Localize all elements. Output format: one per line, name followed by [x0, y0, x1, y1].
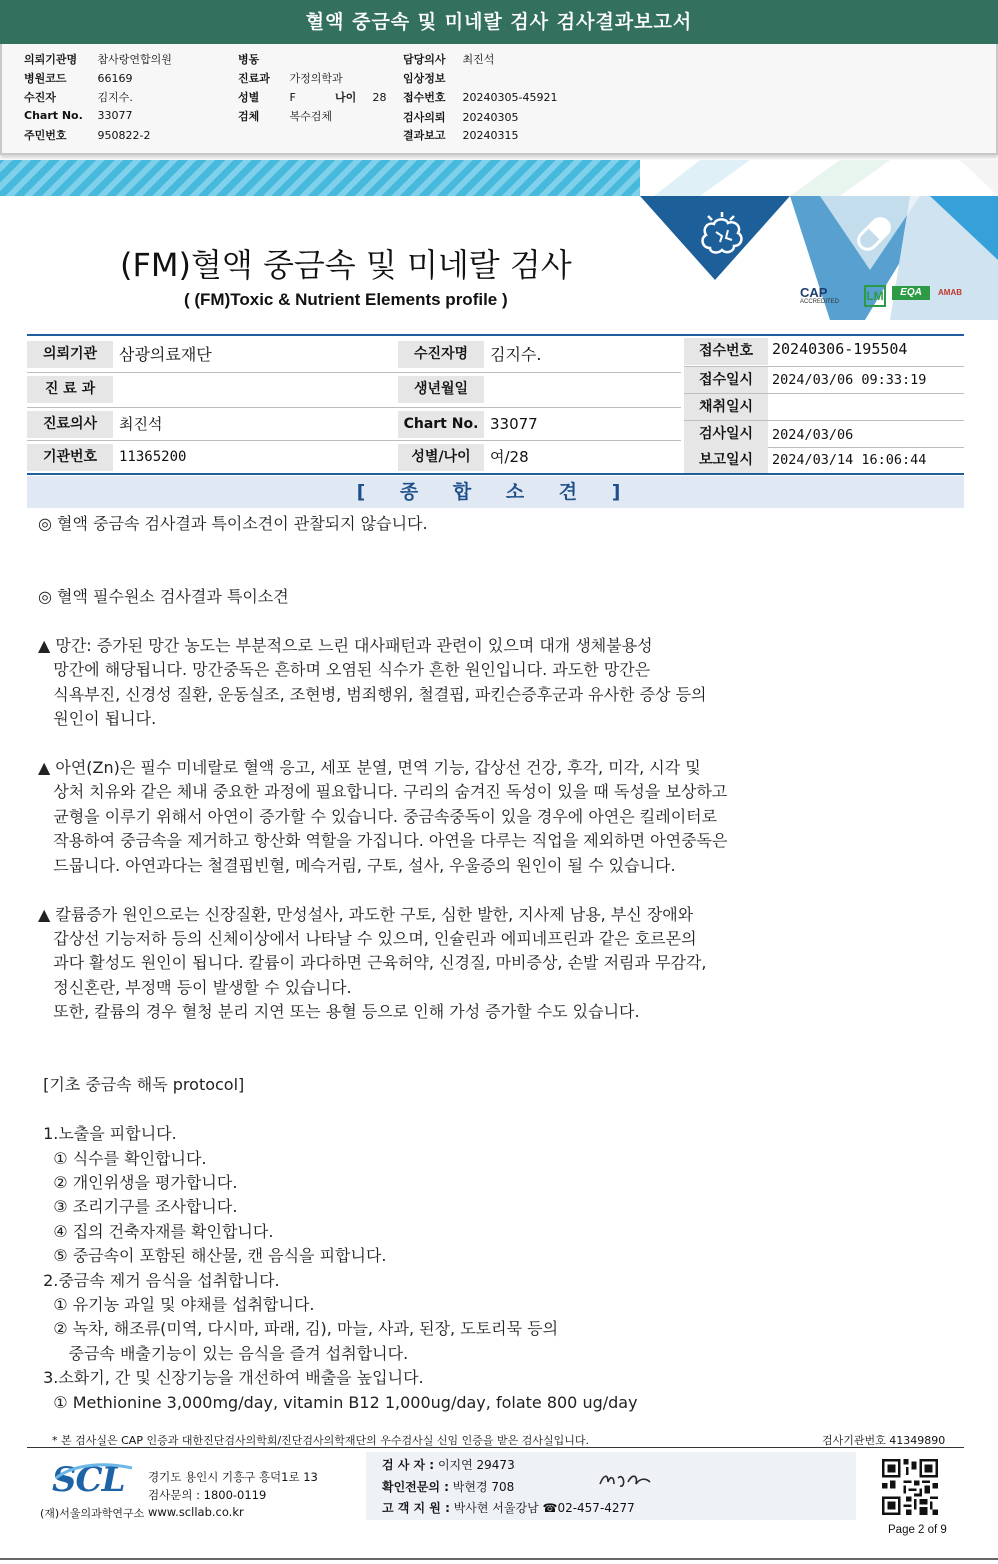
qr-code-icon[interactable] — [882, 1459, 938, 1515]
reviewer-label: 확인전문의 : — [382, 1480, 449, 1494]
brain-icon — [694, 208, 750, 264]
header-report-date-value: 20240315 — [462, 129, 519, 142]
header-chart-no-value: 33077 — [97, 109, 133, 122]
support-label: 고 객 지 원 : — [382, 1501, 450, 1515]
lab-address: 경기도 용인시 기흥구 흥덕1로 13 — [148, 1470, 318, 1484]
header-institution-value: 참사랑연합의원 — [97, 53, 172, 66]
header-chart-no — [24, 109, 133, 122]
header-resident-no — [24, 127, 150, 143]
body-line: 드뭅니다. 아연과다는 철결핍빈혈, 메슥거림, 구토, 설사, 우울증의 원인이 될 수 있습니다. — [38, 855, 676, 875]
capsule-icon — [850, 210, 898, 258]
summary-heading: [ 종 합 소 견 ] — [27, 476, 964, 508]
body-line: 망간에 해당됩니다. 망간중독은 흔하며 오염된 식수가 흔한 원인입니다. 과도한 망간은 — [38, 660, 651, 680]
eqa-logo: EQA — [892, 286, 930, 300]
page-bottom-rule — [0, 1558, 998, 1560]
institution-value: 삼광의료재단 — [119, 345, 212, 364]
header-clinical-info — [403, 70, 463, 86]
body-line — [38, 1049, 968, 1073]
body-line: ▲ 망간: 증가된 망간 농도는 부분적으로 느린 대사패턴과 관련이 있으며 대개 생체불용성 — [38, 636, 653, 656]
header-sex-label: 성별 — [238, 91, 260, 104]
receipt-no-value: 20240306-195504 — [772, 340, 908, 358]
body-line — [38, 878, 968, 902]
body-line: 원인이 됩니다. — [38, 709, 157, 729]
body-line: 정신혼란, 부정맥 등이 발생할 수 있습니다. — [38, 977, 352, 997]
body-line: [기초 중금속 해독 protocol] — [38, 1075, 245, 1095]
doctor-value: 최진석 — [119, 415, 163, 433]
receipt-no-label: 접수번호 — [684, 338, 768, 365]
logo-swoosh-icon — [54, 1462, 134, 1482]
body-line: 균형을 이루기 위해서 아연이 증가할 수 있습니다. 중금속중독이 있을 경우에 아연은 킬레이터로 — [38, 806, 718, 826]
body-line — [38, 732, 968, 756]
scl-institute-name: (재)서울의과학연구소 — [40, 1507, 145, 1520]
tester-label: 검 사 자 : — [382, 1458, 435, 1472]
sex-age-value: 여/28 — [490, 448, 529, 466]
body-line: 갑상선 기능저하 등의 신체이상에서 나타날 수 있으며, 인슐린과 에피네프린과 같은 호르몬의 — [38, 928, 697, 948]
header-ward-label: 병동 — [238, 53, 260, 66]
header-doctor — [403, 51, 494, 67]
header-hospital-code — [24, 70, 133, 86]
header-doctor-value: 최진석 — [462, 53, 495, 66]
body-line: ④ 집의 건축자재를 확인합니다. — [38, 1221, 274, 1241]
certification-note: * 본 검사실은 CAP 인증과 대한진단검사의학회/진단검사의학재단의 우수검사실 신임 인증을 받은 검사실입니다. — [52, 1434, 590, 1447]
header-doctor-label: 담당의사 — [403, 53, 446, 66]
body-line: ⑤ 중금속이 포함된 해산물, 캔 음식을 피합니다. — [38, 1246, 387, 1266]
header-request-date-value: 20240305 — [462, 111, 519, 124]
header-patient-value: 김지수. — [97, 91, 133, 104]
body-line: ② 개인위생을 평가합니다. — [38, 1172, 238, 1192]
test-datetime-label: 검사일시 — [684, 421, 768, 448]
lab-contact: 검사문의 : 1800-0119 — [148, 1488, 267, 1502]
header-dept-value: 가정의학과 — [289, 72, 343, 85]
test-datetime-value: 2024/03/06 — [772, 427, 854, 443]
body-line: 3.소화기, 간 및 신장기능을 개선하여 배출을 높입니다. — [38, 1368, 424, 1388]
body-line: 1.노출을 피합니다. — [38, 1124, 177, 1144]
collection-datetime-label: 채취일시 — [684, 394, 768, 421]
institution-label: 의뢰기관 — [27, 341, 113, 368]
support-value: 박사현 서울강남 ☎02-457-4277 — [453, 1501, 635, 1515]
header-specimen-value: 복수검체 — [289, 110, 333, 123]
cap-accredited-label: ACCREDITED — [800, 299, 840, 305]
row-divider — [27, 440, 681, 441]
header-sex-value: F — [289, 91, 296, 104]
report-datetime-value: 2024/03/14 16:06:44 — [772, 452, 927, 468]
body-line: ▲ 칼륨증가 원인으로는 신장질환, 만성설사, 과도한 구토, 심한 발한, 지사제 남용, 부신 장애와 — [38, 904, 694, 924]
header-dept — [238, 70, 343, 86]
header-report-date-label: 결과보고 — [403, 129, 446, 142]
row-divider — [27, 372, 681, 373]
support-row — [382, 1499, 635, 1516]
lab-org-number: 검사기관번호 41349890 — [822, 1434, 946, 1447]
body-line: ② 녹차, 해조류(미역, 다시마, 파래, 김), 마늘, 사과, 된장, 도토리묵 등의 — [38, 1319, 559, 1339]
header-patient — [24, 89, 133, 105]
tester-value: 이지연 29473 — [437, 1458, 515, 1472]
body-line — [38, 610, 968, 634]
body-line: ① 식수를 확인합니다. — [38, 1148, 207, 1168]
report-banner-title: 혈액 중금속 및 미네랄 검사 검사결과보고서 — [0, 0, 998, 44]
body-line — [38, 1098, 968, 1122]
header-dept-label: 진료과 — [238, 72, 270, 85]
row-divider — [27, 407, 681, 408]
header-age-label: 나이 — [335, 91, 357, 104]
header-patient-label: 수진자 — [24, 91, 56, 104]
body-line: 상처 치유와 같은 체내 중요한 과정에 필요합니다. 구리의 숨겨진 독성이 있을 때 독성을 보상하고 — [38, 782, 728, 802]
header-hospital-code-value: 66169 — [97, 72, 133, 85]
chart-no-label: Chart No. — [398, 411, 484, 438]
org-no-label: 기관번호 — [27, 444, 113, 471]
header-receipt-no — [403, 89, 557, 105]
body-line: 작용하여 중금속을 제거하고 항산화 역할을 가집니다. 아연을 다루는 직업을 제외하면 아연중독은 — [38, 831, 728, 851]
body-line — [38, 536, 968, 560]
scl-logo: SCL — [52, 1460, 125, 1500]
reviewer-row — [382, 1478, 514, 1495]
table-bottom-rule — [27, 473, 964, 475]
sex-age-label: 성별/나이 — [398, 444, 484, 471]
signature-image — [596, 1470, 654, 1492]
dept-label: 진 료 과 — [27, 376, 113, 403]
body-line: ③ 조리기구를 조사합니다. — [38, 1197, 238, 1217]
page-title: (FM)혈액 중금속 및 미네랄 검사 — [120, 246, 572, 284]
tester-row — [382, 1456, 515, 1473]
cap-logo: CAP — [800, 285, 828, 300]
summary-body — [38, 512, 968, 1415]
header-specimen — [238, 108, 332, 124]
header-sex-age — [238, 89, 387, 105]
lm-logo: LM — [864, 285, 886, 307]
page-number: Page 2 of 9 — [888, 1524, 947, 1536]
page-subtitle: ( (FM)Toxic & Nutrient Elements profile ) — [184, 290, 508, 309]
amab-logo: AMAB — [938, 288, 962, 297]
body-line: ◎ 혈액 필수원소 검사결과 특이소견 — [38, 587, 289, 607]
header-specimen-label: 검체 — [238, 110, 260, 123]
chart-no-value: 33077 — [490, 415, 538, 433]
dept-value — [113, 376, 119, 403]
body-line: ▲ 아연(Zn)은 필수 미네랄로 혈액 응고, 세포 분열, 면역 기능, 갑상선 건강, 후각, 미각, 시각 및 — [38, 758, 701, 778]
body-line — [38, 561, 968, 585]
body-line: ① 유기농 과일 및 야채를 섭취합니다. — [38, 1295, 315, 1314]
body-line: 중금속 배출기능이 있는 음식을 즐겨 섭취합니다. — [38, 1343, 409, 1363]
header-clinical-info-label: 임상정보 — [403, 72, 446, 85]
header-age-value: 28 — [372, 91, 387, 104]
header-resident-no-label: 주민번호 — [24, 129, 67, 142]
header-ward — [238, 51, 290, 67]
body-line: 2.중금속 제거 음식을 섭취합니다. — [38, 1270, 280, 1290]
body-line: 식욕부진, 신경성 질환, 운동실조, 조현병, 범죄행위, 철결핍, 파킨슨증후군과 유사한 증상 등의 — [38, 684, 707, 704]
header-chart-no-label: Chart No. — [24, 109, 83, 122]
body-line: 또한, 칼륨의 경우 혈청 분리 지연 또는 용혈 등으로 인해 가성 증가할 수도 있습니다. — [38, 1002, 640, 1022]
lab-website[interactable]: www.scllab.co.kr — [148, 1505, 244, 1519]
header-request-date-label: 검사의뢰 — [403, 111, 446, 124]
header-resident-no-value: 950822-2 — [97, 129, 151, 142]
dob-label: 생년월일 — [398, 376, 484, 403]
org-no-value: 11365200 — [119, 449, 187, 465]
receipt-datetime-label: 접수일시 — [684, 367, 768, 394]
receipt-datetime-value: 2024/03/06 09:33:19 — [772, 372, 927, 388]
footer-rule — [27, 1447, 964, 1448]
dob-value — [484, 376, 490, 403]
body-line: ① Methionine 3,000mg/day, vitamin B12 1,000ug/day, folate 800 ug/day — [38, 1392, 638, 1412]
header-institution-label: 의뢰기관명 — [24, 53, 78, 66]
patient-name-value: 김지수. — [490, 345, 542, 364]
body-line — [38, 1025, 968, 1049]
patient-name-label: 수진자명 — [398, 341, 484, 368]
doctor-label: 진료의사 — [27, 411, 113, 438]
body-line: 과다 활성도 원인이 됩니다. 칼륨이 과다하면 근육허약, 신경질, 마비증상, 손발 저림과 무감각, — [38, 953, 707, 973]
header-receipt-no-label: 접수번호 — [403, 91, 446, 104]
header-report-date — [403, 127, 519, 143]
header-institution — [24, 51, 172, 67]
header-request-date — [403, 109, 519, 125]
header-receipt-no-value: 20240305-45921 — [462, 91, 558, 104]
report-datetime-label: 보고일시 — [684, 447, 768, 474]
body-line: ◎ 혈액 중금속 검사결과 특이소견이 관찰되지 않습니다. — [38, 514, 428, 533]
reviewer-value: 박현경 708 — [452, 1480, 515, 1494]
header-hospital-code-label: 병원코드 — [24, 72, 67, 85]
